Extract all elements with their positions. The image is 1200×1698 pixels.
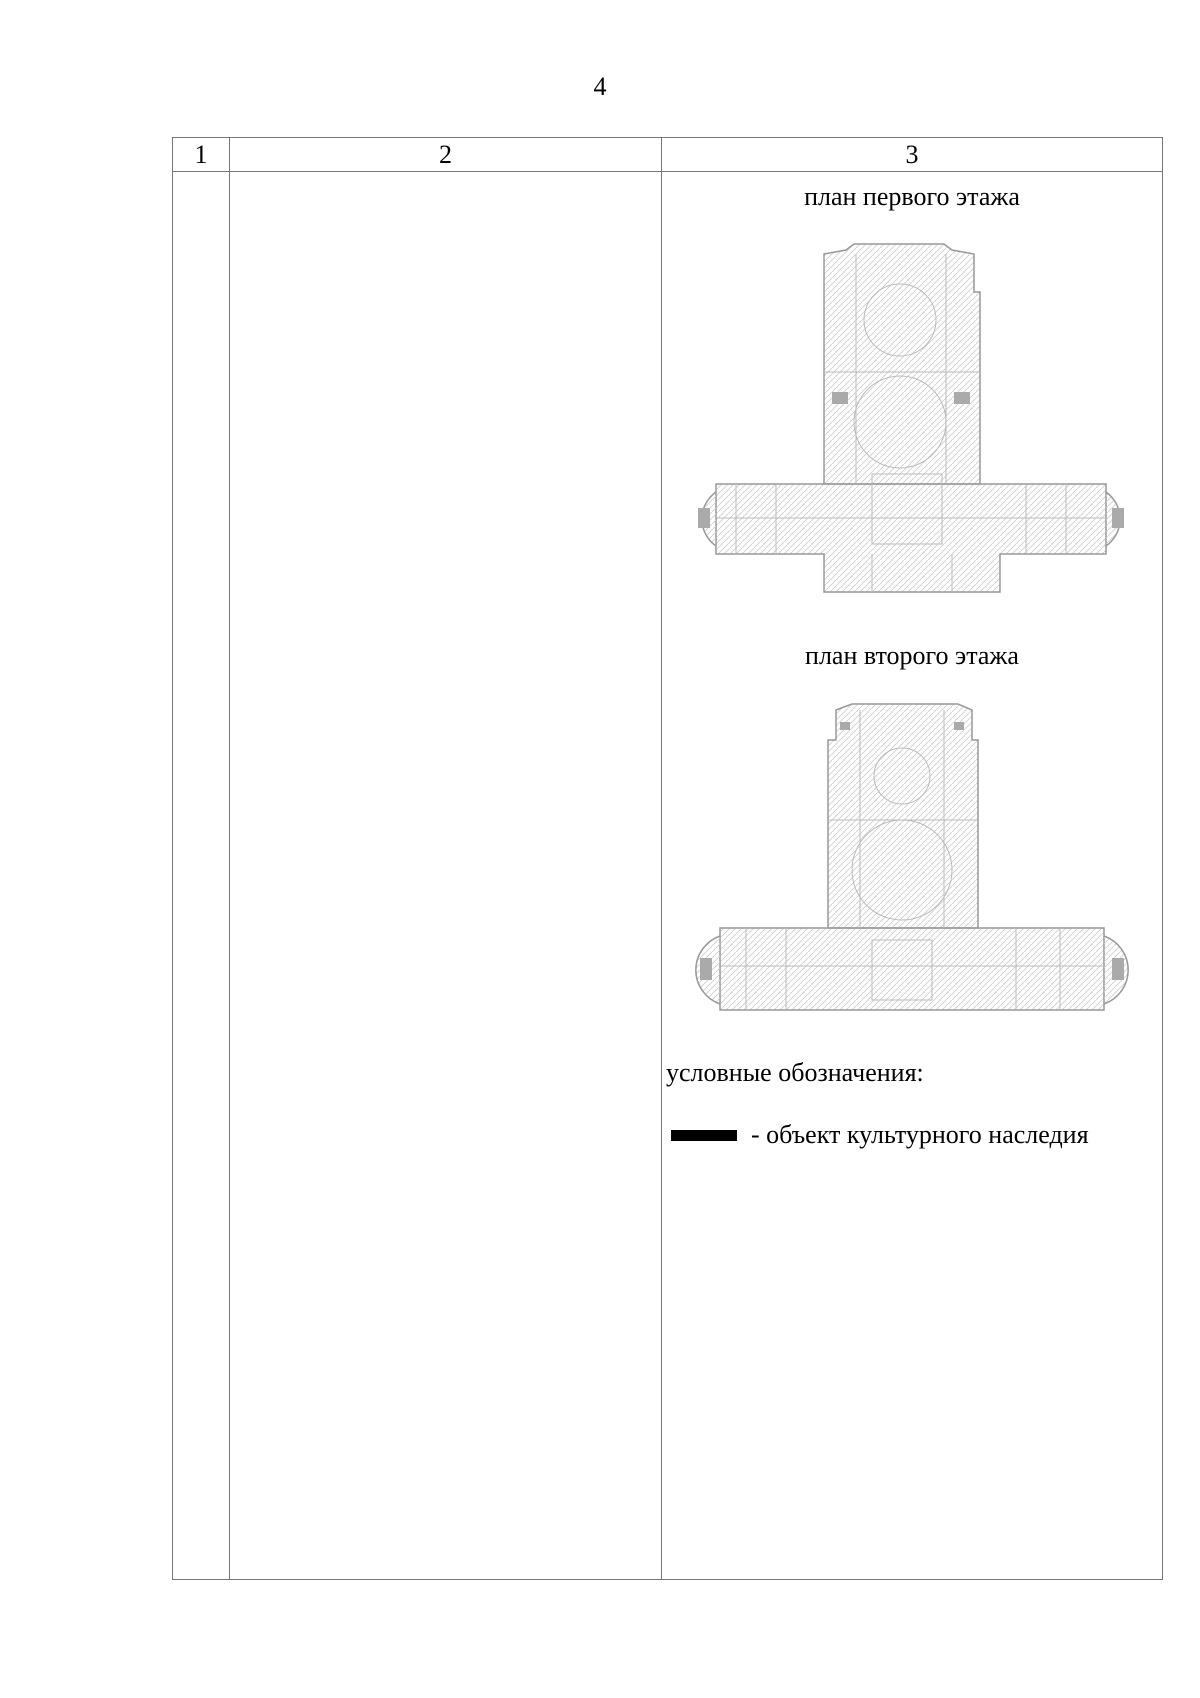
second-floor-plan-image [676,700,1146,1030]
legend-item [671,1120,1089,1150]
document-table [172,137,1163,1580]
column-header-3: 3 [662,138,1163,172]
legend-title: условные обозначения: [666,1058,924,1087]
column-header-2: 2 [230,138,662,172]
table-header-row [173,138,1163,172]
legend-item-label: - объект культурного наследия [751,1120,1089,1149]
cell-column-1 [173,172,230,1580]
first-floor-plan-image [676,242,1146,600]
legend-swatch [671,1130,737,1141]
first-floor-caption: план первого этажа [804,182,1020,211]
cell-column-2 [230,172,662,1580]
table-body-row [173,172,1163,1580]
second-floor-caption: план второго этажа [805,641,1019,670]
column-header-1: 1 [173,138,230,172]
page-number: 4 [593,72,607,101]
cell-column-3 [662,172,1163,1580]
